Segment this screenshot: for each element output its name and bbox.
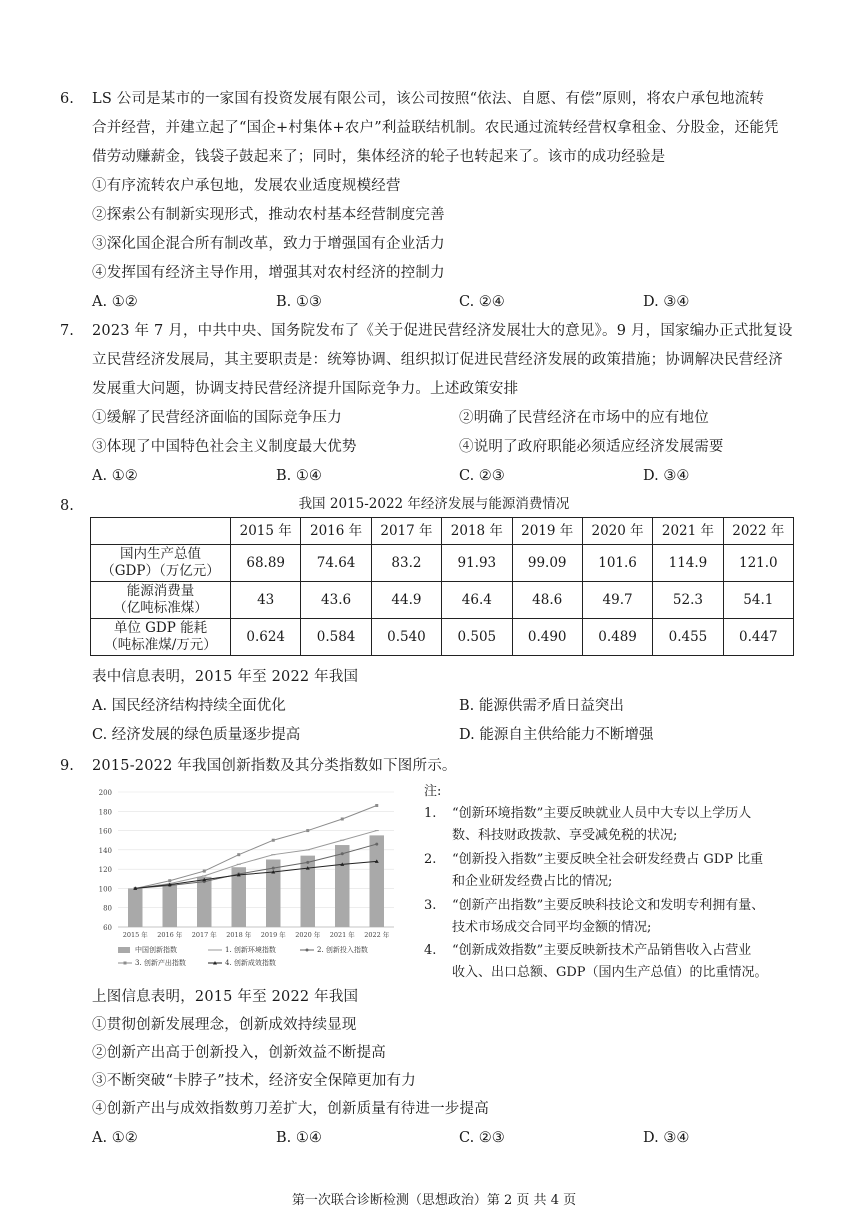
table-header-cell: 2019 年 xyxy=(512,518,582,545)
note-3-number: 3. xyxy=(424,898,437,913)
question-8-option-a[interactable]: A. 国民经济结构持续全面优化 xyxy=(92,698,286,714)
note-3-line-1: “创新产出指数”主要反映科技论文和发明专利拥有量、 xyxy=(452,898,765,913)
x-tick-label: 2016 年 xyxy=(157,931,183,939)
row-label xyxy=(91,582,231,619)
bar-innovation-index xyxy=(335,845,349,927)
x-tick-label: 2021 年 xyxy=(329,931,355,939)
question-7-number: 7. xyxy=(60,323,74,339)
series-3-point xyxy=(375,804,378,807)
table-cell: 44.9 xyxy=(371,582,441,619)
question-6-option-b[interactable]: B. ①③ xyxy=(276,294,322,310)
page-footer: 第一次联合诊断检测（思想政治）第 2 页 共 4 页 xyxy=(291,1193,577,1208)
row-label-line-2: （亿吨标准煤） xyxy=(113,600,208,616)
y-tick-label: 140 xyxy=(98,846,112,855)
question-6-line-2: 合并经营，并建立起了“国企+村集体+农户”利益联结机制。农民通过流转经营权拿租金、分股金，还能凭 xyxy=(92,120,779,136)
y-tick-label: 60 xyxy=(103,924,112,932)
question-7-item-4: ④说明了政府职能必须适应经济发展需要 xyxy=(459,439,724,455)
table-header-cell: 2015 年 xyxy=(231,518,301,545)
bar-innovation-index xyxy=(128,888,142,927)
row-label-line-2: （GDP）（万亿元） xyxy=(101,563,220,579)
question-6-option-d[interactable]: D. ③④ xyxy=(643,294,690,310)
chart-y-tick-labels xyxy=(99,789,112,932)
table-cell: 49.7 xyxy=(582,582,652,619)
x-tick-label: 2018 年 xyxy=(226,931,252,939)
row-label-line-1: 单位 GDP 能耗 xyxy=(113,620,208,636)
question-7-option-a[interactable]: A. ①② xyxy=(92,468,138,484)
table-header-row xyxy=(91,518,794,545)
table-header-cell: 2022 年 xyxy=(723,518,793,545)
question-6-item-3: ③深化国企混合所有制改革，致力于增强国有企业活力 xyxy=(92,236,445,252)
table-cell: 0.489 xyxy=(582,619,652,656)
note-2-line-1: “创新投入指数”主要反映全社会研发经费占 GDP 比重 xyxy=(452,852,764,867)
legend-label: 4. 创新成效指数 xyxy=(225,959,276,967)
question-9-line: 2015-2022 年我国创新指数及其分类指数如下图所示。 xyxy=(92,758,457,774)
table-corner-cell xyxy=(91,518,231,545)
question-9-item-3: ③不断突破“卡脖子”技术，经济安全保障更加有力 xyxy=(92,1073,416,1089)
note-2-number: 2. xyxy=(424,852,437,867)
question-8-option-d[interactable]: D. 能源自主供给能力不断增强 xyxy=(459,727,654,743)
question-7-item-2: ②明确了民营经济在市场中的应有地位 xyxy=(459,410,709,426)
legend-label: 1. 创新环境指数 xyxy=(225,946,276,954)
table-cell: 114.9 xyxy=(653,545,723,582)
note-2-line-2: 和企业研发经费占比的情况; xyxy=(452,874,613,889)
legend-label: 中国创新指数 xyxy=(135,946,177,954)
table-cell: 101.6 xyxy=(582,545,652,582)
question-6-option-a[interactable]: A. ①② xyxy=(92,294,138,310)
table-cell: 0.624 xyxy=(231,619,301,656)
table-header-cell: 2016 年 xyxy=(301,518,371,545)
bar-innovation-index xyxy=(163,885,177,927)
question-8-number: 8. xyxy=(60,498,74,514)
question-9-item-4: ④创新产出与成效指数剪刀差扩大，创新质量有待进一步提高 xyxy=(92,1101,489,1117)
note-3-line-2: 技术市场成交合同平均金额的情况; xyxy=(452,920,652,935)
legend-label: 3. 创新产出指数 xyxy=(135,959,186,967)
legend-label: 2. 创新投入指数 xyxy=(317,946,368,954)
x-tick-label: 2019 年 xyxy=(260,931,286,939)
table-cell: 54.1 xyxy=(723,582,793,619)
table-cell: 91.93 xyxy=(442,545,512,582)
question-9-option-d[interactable]: D. ③④ xyxy=(643,1130,690,1146)
question-7-item-3: ③体现了中国特色社会主义制度最大优势 xyxy=(92,439,357,455)
table-cell: 0.505 xyxy=(442,619,512,656)
chart-x-tick-labels xyxy=(123,930,390,939)
question-9-number: 9. xyxy=(60,758,74,774)
y-tick-label: 200 xyxy=(98,789,112,797)
bar-innovation-index xyxy=(370,835,384,927)
note-1-number: 1. xyxy=(424,806,437,821)
table-cell: 74.64 xyxy=(301,545,371,582)
question-7-option-b[interactable]: B. ①④ xyxy=(276,468,322,484)
question-6-option-c[interactable]: C. ②④ xyxy=(459,294,505,310)
question-7-option-d[interactable]: D. ③④ xyxy=(643,468,690,484)
legend-swatch xyxy=(118,947,130,953)
series-2-point xyxy=(306,861,309,864)
note-4-number: 4. xyxy=(424,943,437,958)
question-7-option-c[interactable]: C. ②③ xyxy=(459,468,505,484)
question-6-item-4: ④发挥国有经济主导作用，增强其对农村经济的控制力 xyxy=(92,265,445,281)
notes-title: 注: xyxy=(424,784,442,799)
table-header-cell: 2018 年 xyxy=(442,518,512,545)
table-row-intensity xyxy=(91,619,794,656)
question-6-item-1: ①有序流转农户承包地，发展农业适度规模经营 xyxy=(92,178,401,194)
y-tick-label: 80 xyxy=(103,904,112,913)
series-3-point xyxy=(168,879,171,882)
series-2-point xyxy=(341,852,344,855)
question-6-line-1: LS 公司是某市的一家国有投资发展有限公司，该公司按照“依法、自愿、有偿”原则，将农户承包地流转 xyxy=(92,91,765,107)
energy-table xyxy=(90,517,794,656)
table-cell: 48.6 xyxy=(512,582,582,619)
series-3-point xyxy=(203,870,206,873)
row-label-line-2: （吨标准煤/万元） xyxy=(104,637,217,653)
table-cell: 0.540 xyxy=(371,619,441,656)
note-4-line-2: 收入、出口总额、GDP（国内生产总值）的比重情况。 xyxy=(452,965,768,980)
table-cell: 43 xyxy=(231,582,301,619)
table-cell: 46.4 xyxy=(442,582,512,619)
question-8-option-b[interactable]: B. 能源供需矛盾日益突出 xyxy=(459,698,624,714)
table-cell: 43.6 xyxy=(301,582,371,619)
question-6-item-2: ②探索公有制新实现形式，推动农村基本经营制度完善 xyxy=(92,207,445,223)
series-3-point xyxy=(306,829,309,832)
chart-legend xyxy=(118,945,368,967)
y-tick-label: 180 xyxy=(98,808,112,817)
question-7-item-1: ①缓解了民营经济面临的国际竞争压力 xyxy=(92,410,342,426)
question-8-stem: 表中信息表明，2015 年至 2022 年我国 xyxy=(92,669,359,685)
question-8-option-c[interactable]: C. 经济发展的绿色质量逐步提高 xyxy=(92,727,301,743)
table-cell: 68.89 xyxy=(231,545,301,582)
x-tick-label: 2015 年 xyxy=(122,931,148,939)
table-cell: 0.584 xyxy=(301,619,371,656)
row-label-line-1: 国内生产总值 xyxy=(120,546,201,562)
x-tick-label: 2022 年 xyxy=(364,931,390,939)
innovation-index-chart xyxy=(88,782,408,978)
series-2-point xyxy=(375,843,378,846)
x-tick-label: 2017 年 xyxy=(191,931,217,939)
table-row-gdp xyxy=(91,545,794,582)
question-7-line-3: 发展重大问题，协调支持民营经济提升国际竞争力。上述政策安排 xyxy=(92,381,519,397)
series-3-point xyxy=(237,853,240,856)
note-1-line-2: 数、科技财政拨款、享受减免税的状况; xyxy=(452,828,678,843)
row-label xyxy=(91,545,231,582)
bar-innovation-index xyxy=(197,877,211,927)
question-6-number: 6. xyxy=(60,91,74,107)
table-row-energy xyxy=(91,582,794,619)
question-7-line-1: 2023 年 7 月，中共中央、国务院发布了《关于促进民营经济发展壮大的意见》。9 月，国家编办正式批复设 xyxy=(92,323,793,339)
table-cell: 0.490 xyxy=(512,619,582,656)
question-9-option-c[interactable]: C. ②③ xyxy=(459,1130,505,1146)
y-tick-label: 120 xyxy=(98,866,112,875)
question-9-item-1: ①贯彻创新发展理念，创新成效持续显现 xyxy=(92,1017,357,1033)
legend-marker xyxy=(306,949,309,952)
table-cell: 121.0 xyxy=(723,545,793,582)
note-1-line-1: “创新环境指数”主要反映就业人员中大专以上学历人 xyxy=(452,806,752,821)
question-9-item-2: ②创新产出高于创新投入，创新效益不断提高 xyxy=(92,1045,386,1061)
legend-marker xyxy=(124,962,127,965)
question-6-line-3: 借劳动赚薪金，钱袋子鼓起来了；同时，集体经济的轮子也转起来了。该市的成功经验是 xyxy=(92,149,666,165)
table-caption: 我国 2015-2022 年经济发展与能源消费情况 xyxy=(298,496,570,512)
table-cell: 83.2 xyxy=(371,545,441,582)
table-cell: 52.3 xyxy=(653,582,723,619)
series-3-point xyxy=(341,818,344,821)
table-cell: 0.447 xyxy=(723,619,793,656)
question-9-option-a[interactable]: A. ①② xyxy=(92,1130,138,1146)
y-tick-label: 160 xyxy=(98,827,112,836)
y-tick-label: 100 xyxy=(98,885,112,894)
question-9-option-b[interactable]: B. ①④ xyxy=(276,1130,322,1146)
series-3-point xyxy=(272,839,275,842)
row-label-line-1: 能源消费量 xyxy=(126,583,195,599)
table-cell: 99.09 xyxy=(512,545,582,582)
question-9-stem: 上图信息表明，2015 年至 2022 年我国 xyxy=(92,989,359,1005)
table-header-cell: 2021 年 xyxy=(653,518,723,545)
series-2-point xyxy=(272,867,275,870)
question-7-line-2: 立民营经济发展局，其主要职责是：统筹协调、组织拟订促进民营经济发展的政策措施；协调解决民营经济 xyxy=(92,352,783,368)
table-header-cell: 2017 年 xyxy=(371,518,441,545)
note-4-line-1: “创新成效指数”主要反映新技术产品销售收入占营业 xyxy=(452,943,752,958)
table-header-cell: 2020 年 xyxy=(582,518,652,545)
x-tick-label: 2020 年 xyxy=(295,931,321,939)
row-label xyxy=(91,619,231,656)
table-cell: 0.455 xyxy=(653,619,723,656)
